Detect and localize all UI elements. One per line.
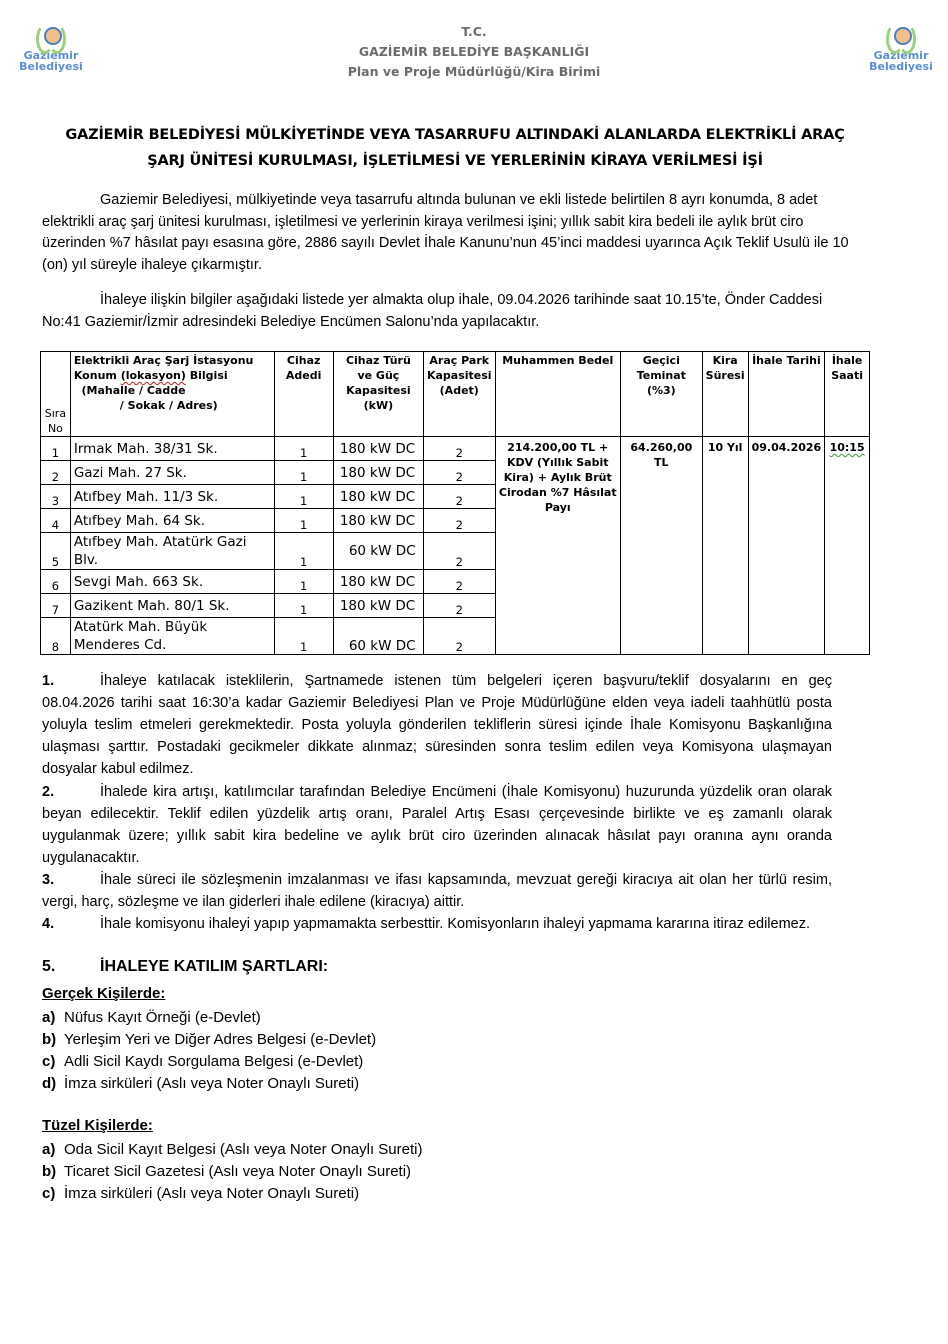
- item-letter: c): [42, 1185, 56, 1202]
- rent-period-cell: 10 Yıl: [702, 437, 748, 655]
- intro-paragraph-1-text: Gaziemir Belediyesi, mülkiyetinde veya tasarrufu altında bulunan ve ekli listede belirtilen 8 ayrı konumda, 8 adet elektrikli araç şarj ünitesi kurulması, işletilmesi ve yerlerinin kiraya verilmesi işini; yıllık sabit kira bedeli ile aylık brüt ciro üzerinden %7 hâsılat payı esasına göre, 2886 sayılı Devlet İhale Kanunu’nun 45’inci maddesi uyarınca Açık Teklif Usulü ile 10 (on) yıl süreyle ihaleye çıkarmıştır.: [42, 192, 849, 273]
- header-rent-period: Kira Süresi: [702, 352, 748, 437]
- row-number: 3: [41, 485, 71, 509]
- real-persons-list: [42, 1007, 376, 1095]
- row-device-count: 1: [274, 594, 333, 618]
- row-device-count: 1: [274, 461, 333, 485]
- logo-text-line1: Gaziemir: [23, 49, 79, 62]
- row-location: Irmak Mah. 38/31 Sk.: [70, 437, 274, 461]
- row-location: Gazikent Mah. 80/1 Sk.: [70, 594, 274, 618]
- item-letter: c): [42, 1053, 56, 1070]
- section-5-heading: [42, 958, 328, 976]
- municipality-logo-left: [6, 24, 96, 72]
- clause-number: 1.: [42, 673, 55, 689]
- row-parking: 2: [423, 618, 495, 655]
- municipality-logo-right: [856, 24, 946, 72]
- clause-text: İhale süreci ile sözleşmenin imzalanması ve ifası kapsamında, mevzuat gereği kiracıya ait olan her türlü resim, vergi, harç, sözleşme ve ilan giderleri ihale edilene (kiracıya) aittir.: [42, 872, 832, 910]
- item-letter: a): [42, 1141, 56, 1158]
- row-capacity: 60 kW DC: [333, 618, 423, 655]
- emblem-icon: [884, 24, 918, 50]
- list-item: [42, 1183, 422, 1205]
- row-parking: 2: [423, 461, 495, 485]
- header-estimated-price: Muhammen Bedel: [495, 352, 620, 437]
- estimated-price-cell: 214.200,00 TL + KDV (Yıllık Sabit Kira) + Aylık Brüt Cirodan %7 Hâsılat Payı: [495, 437, 620, 655]
- tender-time-value: 10:15: [829, 441, 865, 454]
- header-deposit: Geçici Teminat (%3): [620, 352, 702, 437]
- clause-2: [42, 781, 832, 869]
- row-number: 2: [41, 461, 71, 485]
- real-persons-heading: Gerçek Kişilerde:: [42, 985, 166, 1002]
- row-number: 5: [41, 533, 71, 570]
- intro-paragraph-1: [42, 190, 852, 276]
- row-device-count: 1: [274, 570, 333, 594]
- item-letter: b): [42, 1031, 57, 1048]
- row-capacity: 60 kW DC: [333, 533, 423, 570]
- header-sira-no: Sıra No: [41, 352, 71, 437]
- header-tender-date: İhale Tarihi: [748, 352, 825, 437]
- title-line1: GAZİEMİR BELEDİYESİ MÜLKİYETİNDE VEYA TASARRUFU ALTINDAKİ ALANLARDA ELEKTRİKLİ ARAÇ: [65, 127, 845, 143]
- intro-paragraph-2-text: İhaleye ilişkin bilgiler aşağıdaki listede yer almakta olup ihale, 09.04.2026 tarihinde saat 10.15’te, Önder Caddesi No:41 Gaziemir/İzmir adresindeki Belediye Encümen Salonu’nda yapılacaktır.: [42, 292, 823, 330]
- logo-text-line2: Belediyesi: [19, 60, 83, 73]
- item-text: Nüfus Kayıt Örneği (e-Devlet): [64, 1009, 261, 1026]
- row-location: Atıfbey Mah. 11/3 Sk.: [70, 485, 274, 509]
- row-device-count: 1: [274, 485, 333, 509]
- row-capacity: 180 kW DC: [333, 461, 423, 485]
- clause-text: İhalede kira artışı, katılımcılar tarafından Belediye Encümeni (İhale Komisyonu) huzurunda yüzdelik oran olarak beyan edilecektir. Teklif edilen yüzdelik artış oranı, Paralel Artış Esası çerçevesinde birlikte ve eş zamanlı olarak uygulanmak üzere; yıllık sabit kira bedeline ve aylık brüt ciro üzerinden alınacak hâsılat payı oranına aynı oranda uygulanacaktır.: [42, 784, 832, 866]
- row-parking: 2: [423, 437, 495, 461]
- header-line-municipality: GAZİEMİR BELEDİYE BAŞKANLIĞI: [358, 44, 590, 59]
- row-location: Atatürk Mah. Büyük Menderes Cd.: [70, 618, 274, 655]
- row-location: Atıfbey Mah. 64 Sk.: [70, 509, 274, 533]
- document-title: [40, 122, 870, 174]
- section-title: İHALEYE KATILIM ŞARTLARI:: [100, 958, 329, 975]
- row-capacity: 180 kW DC: [333, 509, 423, 533]
- item-letter: d): [42, 1075, 57, 1092]
- row-number: 7: [41, 594, 71, 618]
- clause-text: İhaleye katılacak isteklilerin, Şartnamede istenen tüm belgeleri içeren başvuru/teklif dosyalarını en geç 08.04.2026 tarihi saat 16:30’a kadar Gaziemir Belediyesi Plan ve Proje Müdürlüğüne elden veya iadeli taahhütlü posta yoluyla teslim etmeleri gerekmektedir. Posta yoluyla gönderilen tekliflerin süresi içinde İhale Komisyonu Başkanlığına ulaşması şarttır. Postadaki gecikmeler dikkate alınmaz; süresinden sonra teslim edilen veya Komisyona ulaşmayan dosyalar kabul edilmez.: [42, 673, 832, 777]
- list-item: [42, 1073, 376, 1095]
- item-text: Adli Sicil Kaydı Sorgulama Belgesi (e-Devlet): [64, 1053, 364, 1070]
- row-device-count: 1: [274, 618, 333, 655]
- clause-number: 3.: [42, 872, 55, 888]
- header-location: Elektrikli Araç Şarj İstasyonu Konum (lokasyon) Bilgisi (Mahalle / Cadde / Sokak / Adres): [70, 352, 274, 437]
- clause-4: [42, 913, 832, 935]
- clause-1: [42, 670, 832, 780]
- list-item: [42, 1007, 376, 1029]
- row-location: Gazi Mah. 27 Sk.: [70, 461, 274, 485]
- clause-number: 4.: [42, 916, 55, 932]
- legal-persons-heading: Tüzel Kişilerde:: [42, 1117, 153, 1134]
- logo-text-line2: Belediyesi: [869, 60, 933, 73]
- row-number: 4: [41, 509, 71, 533]
- item-letter: b): [42, 1163, 57, 1180]
- list-item: [42, 1029, 376, 1051]
- row-parking: 2: [423, 594, 495, 618]
- row-device-count: 1: [274, 437, 333, 461]
- row-number: 1: [41, 437, 71, 461]
- row-capacity: 180 kW DC: [333, 570, 423, 594]
- item-text: Ticaret Sicil Gazetesi (Aslı veya Noter Onaylı Sureti): [64, 1163, 412, 1180]
- item-text: İmza sirküleri (Aslı veya Noter Onaylı Sureti): [64, 1185, 360, 1202]
- row-device-count: 1: [274, 533, 333, 570]
- item-text: İmza sirküleri (Aslı veya Noter Onaylı Sureti): [64, 1075, 360, 1092]
- list-item: [42, 1051, 376, 1073]
- logo-text-line1: Gaziemir: [873, 49, 929, 62]
- section-number: 5.: [42, 958, 56, 975]
- row-parking: 2: [423, 570, 495, 594]
- table-row: [41, 437, 870, 461]
- row-capacity: 180 kW DC: [333, 437, 423, 461]
- row-location: Sevgi Mah. 663 Sk.: [70, 570, 274, 594]
- row-number: 8: [41, 618, 71, 655]
- clause-text: İhale komisyonu ihaleyi yapıp yapmamakta serbesttir. Komisyonların ihaleyi yapmama kararına itiraz edilemez.: [100, 916, 811, 932]
- row-device-count: 1: [274, 509, 333, 533]
- title-line2: ŞARJ ÜNİTESİ KURULMASI, İŞLETİLMESİ VE YERLERİNİN KİRAYA VERİLMESİ İŞİ: [147, 153, 763, 169]
- table-header-row: [41, 352, 870, 437]
- row-parking: 2: [423, 533, 495, 570]
- intro-paragraph-2: [42, 290, 852, 333]
- item-text: Yerleşim Yeri ve Diğer Adres Belgesi (e-Devlet): [64, 1031, 377, 1048]
- deposit-cell: 64.260,00 TL: [620, 437, 702, 655]
- clause-number: 2.: [42, 784, 55, 800]
- row-location: Atıfbey Mah. Atatürk Gazi Blv.: [70, 533, 274, 570]
- list-item: [42, 1161, 422, 1183]
- legal-persons-list: [42, 1139, 422, 1205]
- tender-date-cell: 09.04.2026: [748, 437, 825, 655]
- tender-time-cell: [825, 437, 870, 655]
- row-parking: 2: [423, 485, 495, 509]
- header-tender-time: İhale Saati: [825, 352, 870, 437]
- emblem-icon: [34, 24, 68, 50]
- list-item: [42, 1139, 422, 1161]
- header-line-department: Plan ve Proje Müdürlüğü/Kira Birimi: [347, 64, 601, 79]
- row-parking: 2: [423, 509, 495, 533]
- header-parking: Araç Park Kapasitesi (Adet): [423, 352, 495, 437]
- item-letter: a): [42, 1009, 56, 1026]
- item-text: Oda Sicil Kayıt Belgesi (Aslı veya Noter Onaylı Sureti): [64, 1141, 423, 1158]
- clause-3: [42, 869, 832, 913]
- document-header: [300, 22, 648, 82]
- tender-table: [40, 351, 870, 655]
- row-number: 6: [41, 570, 71, 594]
- row-capacity: 180 kW DC: [333, 485, 423, 509]
- header-device-type: Cihaz Türü ve Güç Kapasitesi (kW): [333, 352, 423, 437]
- row-capacity: 180 kW DC: [333, 594, 423, 618]
- header-device-count: Cihaz Adedi: [274, 352, 333, 437]
- header-line-tc: T.C.: [461, 24, 487, 39]
